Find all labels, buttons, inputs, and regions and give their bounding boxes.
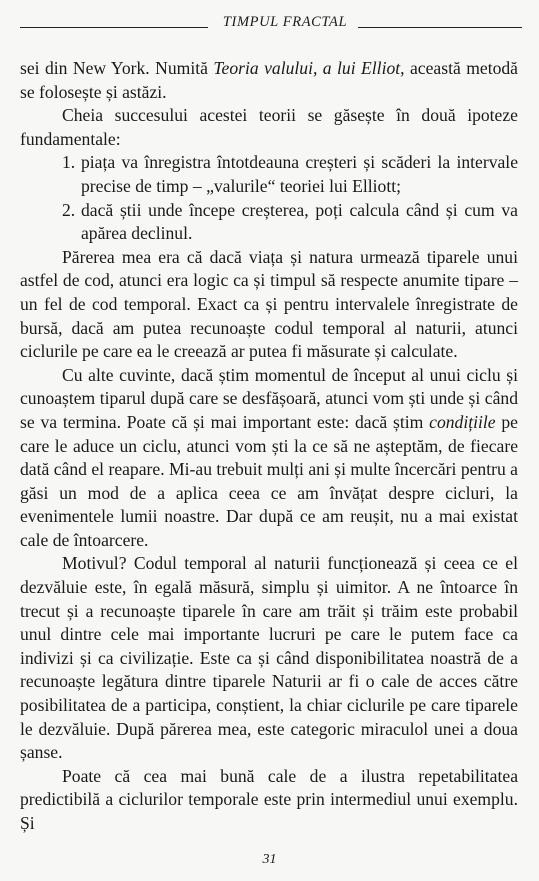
header-rule-right <box>358 27 522 28</box>
paragraph-4-text-a: Cu alte cuvinte, dacă știm momentul de început al unui ciclu și cunoaștem tiparul după care se desfășoară, atunci vom ști unde și când se va termina. Poate că și mai important este: dacă știm <box>20 364 518 432</box>
paragraph-3: Părerea mea era că dacă viața și natura urmează tiparele unui astfel de cod, atunci era logic ca și timpul să respecte anumite tipare – un fel de cod temporal. Exact ca și pentru intervalele înregistrate de bursă, dacă am putea recunoaște codul temporal al naturii, atunci ciclurile pe care ea le creează ar putea fi măsurate și calculate. <box>20 246 518 362</box>
list-item-text: dacă știi unde începe creșterea, poți calcula când și cum va apărea declinul. <box>81 199 518 244</box>
list-item <box>62 151 518 198</box>
header-rule-left <box>20 27 208 28</box>
paragraph-1 <box>20 57 518 104</box>
theory-title: Teoria valului, a lui Elliot <box>213 58 401 78</box>
emphasis-conditions: condițiile <box>429 411 496 432</box>
header-title: TIMPUL FRACTAL <box>222 14 348 30</box>
list-item-number: 2. <box>62 199 76 220</box>
paragraph-2: Cheia succesului acestei teorii se găsește în două ipoteze fundamentale: <box>20 105 518 149</box>
paragraph-4 <box>20 364 518 553</box>
hypotheses-list <box>20 151 518 245</box>
page-body <box>20 57 518 836</box>
paragraph-6: Poate că cea mai bună cale de a ilustra repetabilitatea predictibilă a ciclurilor temporale este prin intermediul unui exemplu. Și <box>20 765 518 833</box>
list-item-text: piața va înregistra întotdeauna creșteri și scăderi la intervale precise de timp – „valurile“ teoriei lui Elliott; <box>81 152 518 196</box>
list-item <box>62 199 518 246</box>
page-number: 31 <box>262 852 277 867</box>
paragraph-1-text-a: sei din New York. Numită <box>20 58 214 78</box>
paragraph-1-text-c: , această metodă se folosește și astăzi. <box>20 58 518 102</box>
paragraph-4-text-c: pe care le aduce un ciclu, atunci vom ști la ce să ne așteptăm, de fiecare dată când el reapare. Mi-au trebuit mulți ani și multe încercări pentru a găsi un mod de a aplica ceea ce am învățat despre cicluri, la evenimentele lumii noastre. Dar după ce am reușit, nu a mai existat cale de întoarcere. <box>20 411 518 550</box>
paragraph-5: Motivul? Codul temporal al naturii funcționează și ceea ce el dezvăluie este, în egală măsură, simplu și uimitor. A ne întoarce în trecut și a recunoaște tiparele în care am trăit și trăim este probabil unul dintre cele mai importante lucruri pe care le putem face ca indivizi și ca civilizație. Este ca și când disponibilitatea noastră de a recunoaște legătura dintre tiparele Naturii ar fi o cale de acces către posibilitatea de a participa, conștient, la chiar ciclurile pe care tiparele le dezvăluie. După părerea mea, este categoric miraculol unei a doua șanse. <box>20 553 518 763</box>
running-header <box>20 12 522 32</box>
list-item-number: 1. <box>62 152 76 173</box>
